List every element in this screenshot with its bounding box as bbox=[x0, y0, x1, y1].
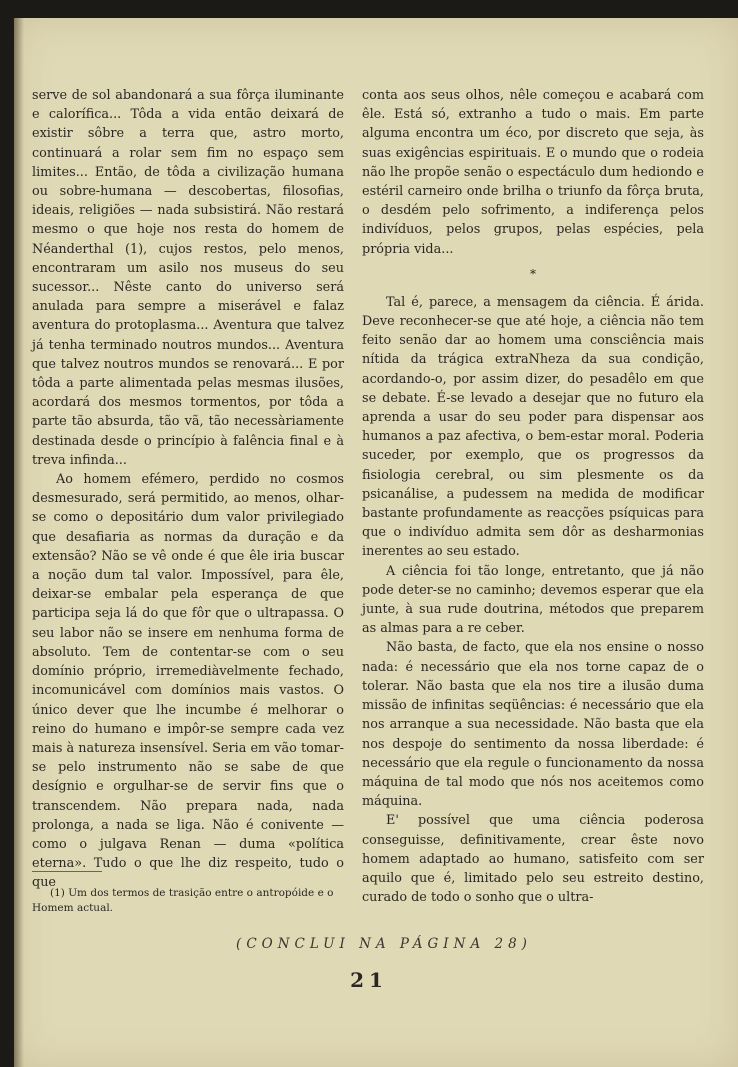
paragraph: Ao homem efémero, perdido no cosmos desmesurado, será permitido, ao menos, olhar-se como o depositário dum valor privilegiado que desafiaria as normas da duração e da extensão? Não se vê onde é que êle iria buscar a noção dum tal valor. Impossível, para êle, deixar-se embalar pela esperança de que participa seja lá do que fôr que o ultrapassa. O seu labor não se insere em nenhuma forma de absoluto. Tem de contentar-se com o seu domínio próprio, irremediàvelmente fechado, incomunicável com domínios mais vastos. O único dever que lhe incumbe é melhorar o reino do humano e impôr-se sempre cada vez mais à natureza insensível. Seria em vão tomar-se pelo instrumento não se sabe de que desígnio e orgulhar-se de servir fins que o transcendem. Não prepara nada, nada prolonga, a nada se liga. Não é conivente — como o julgava Renan — duma «política eterna». Tudo o que lhe diz respeito, tudo o que bbox=[32, 472, 344, 891]
paragraph: A ciência foi tão longe, entretanto, que já não pode deter-se no caminho; devemos esperar que ela junte, à sua rude doutrina, métodos que preparem as almas para a re ceber. bbox=[362, 563, 704, 637]
paragraph: serve de sol abandonará a sua fôrça iluminante e calorífica... Tôda a vida então deixará de existir sôbre a terra que, astro morto, continuará a rolar sem fim no espaço sem limites... Então, de tôda a civilização humana ou sobre-humana — descobertas, filosofias, ideais, religiões — nada subsistirá. Não restará mesmo o que hoje nos resta do homem de Néanderthal (1), cujos restos, pelo menos, encontraram um asilo nos museus do seu sucessor... Nêste canto do universo será anulada para sempre a miserável e falaz aventura do protoplasma... Aventura que talvez já tenha terminado noutros mundos... Aventura que talvez noutros mundos se renovará... E por tôda a parte alimentada pelas mesmas ilusões, acordará dos mesmos tormentos, por tôda a parte tão absurda, tão vã, tão necessàriamente destinada desde o princípio à falência final e à treva infinda... bbox=[32, 88, 344, 468]
paragraph: E' possível que uma ciência poderosa conseguisse, definitivamente, crear êste novo homem adaptado ao humano, satisfeito com ser aquilo que é, limitado pelo seu estreito destino, curado de todo o sonho que o ultra- bbox=[362, 813, 704, 906]
page-number: 21 bbox=[350, 968, 388, 992]
footnote: (1) Um dos termos de trasição entre o antropóide e o Homem actual. bbox=[32, 887, 334, 914]
paragraph: conta aos seus olhos, nêle começou e acabará com êle. Está só, extranho a tudo o mais. Em parte alguma encontra um éco, por discreto que seja, às suas exigências espirituais. E o mundo que o rodeia não lhe propõe senão o espectáculo dum hediondo e estéril carneiro onde brilha o triunfo da fôrça bruta, o desdém pelo sofrimento, a indiferença pelos indivíduos, pelos grupos, pelas espécies, pela própria vida... bbox=[362, 88, 704, 257]
left-column bbox=[32, 86, 344, 893]
paragraph: Não basta, de facto, que ela nos ensine o nosso nada: é necessário que ela nos torne capaz de o tolerar. Não basta que ela nos tire a ilusão duma missão de infinitas seqüências: é necessário que ela nos arranque a sua necessidade. Não basta que ela nos despoje do sentimento da nossa liberdade: é necessário que ela regule o funcionamento da nossa máquina de tal modo que nós nos aceitemos como máquina. bbox=[362, 640, 704, 810]
footnote-rule bbox=[32, 871, 102, 872]
continuation-note: (CONCLUI NA PÁGINA 28) bbox=[236, 936, 532, 952]
paragraph: Tal é, parece, a mensagem da ciência. É árida. Deve reconhecer-se que até hoje, a ciência não tem feito senão dar ao homem uma consciência mais nítida da trágica extraNheza da sua condição, acordando-o, por assim dizer, do pesadêlo em que se debate. É-se levado a desejar que no futuro ela aprenda a usar do seu poder para dispensar aos humanos a paz afectiva, o bem-estar moral. Poderia suceder, por exemplo, que os progressos da fisiologia cerebral, ou sim plesmente os da psicanálise, a pudessem na medida de modificar bastante profundamente as reacções psíquicas para que o indivíduo admita sem dôr as desharmonias inerentes ao seu estado. bbox=[362, 294, 704, 560]
book-page bbox=[14, 18, 738, 1067]
section-separator: * bbox=[530, 266, 536, 281]
right-column bbox=[362, 86, 704, 907]
page-spine-shadow bbox=[14, 18, 24, 1067]
